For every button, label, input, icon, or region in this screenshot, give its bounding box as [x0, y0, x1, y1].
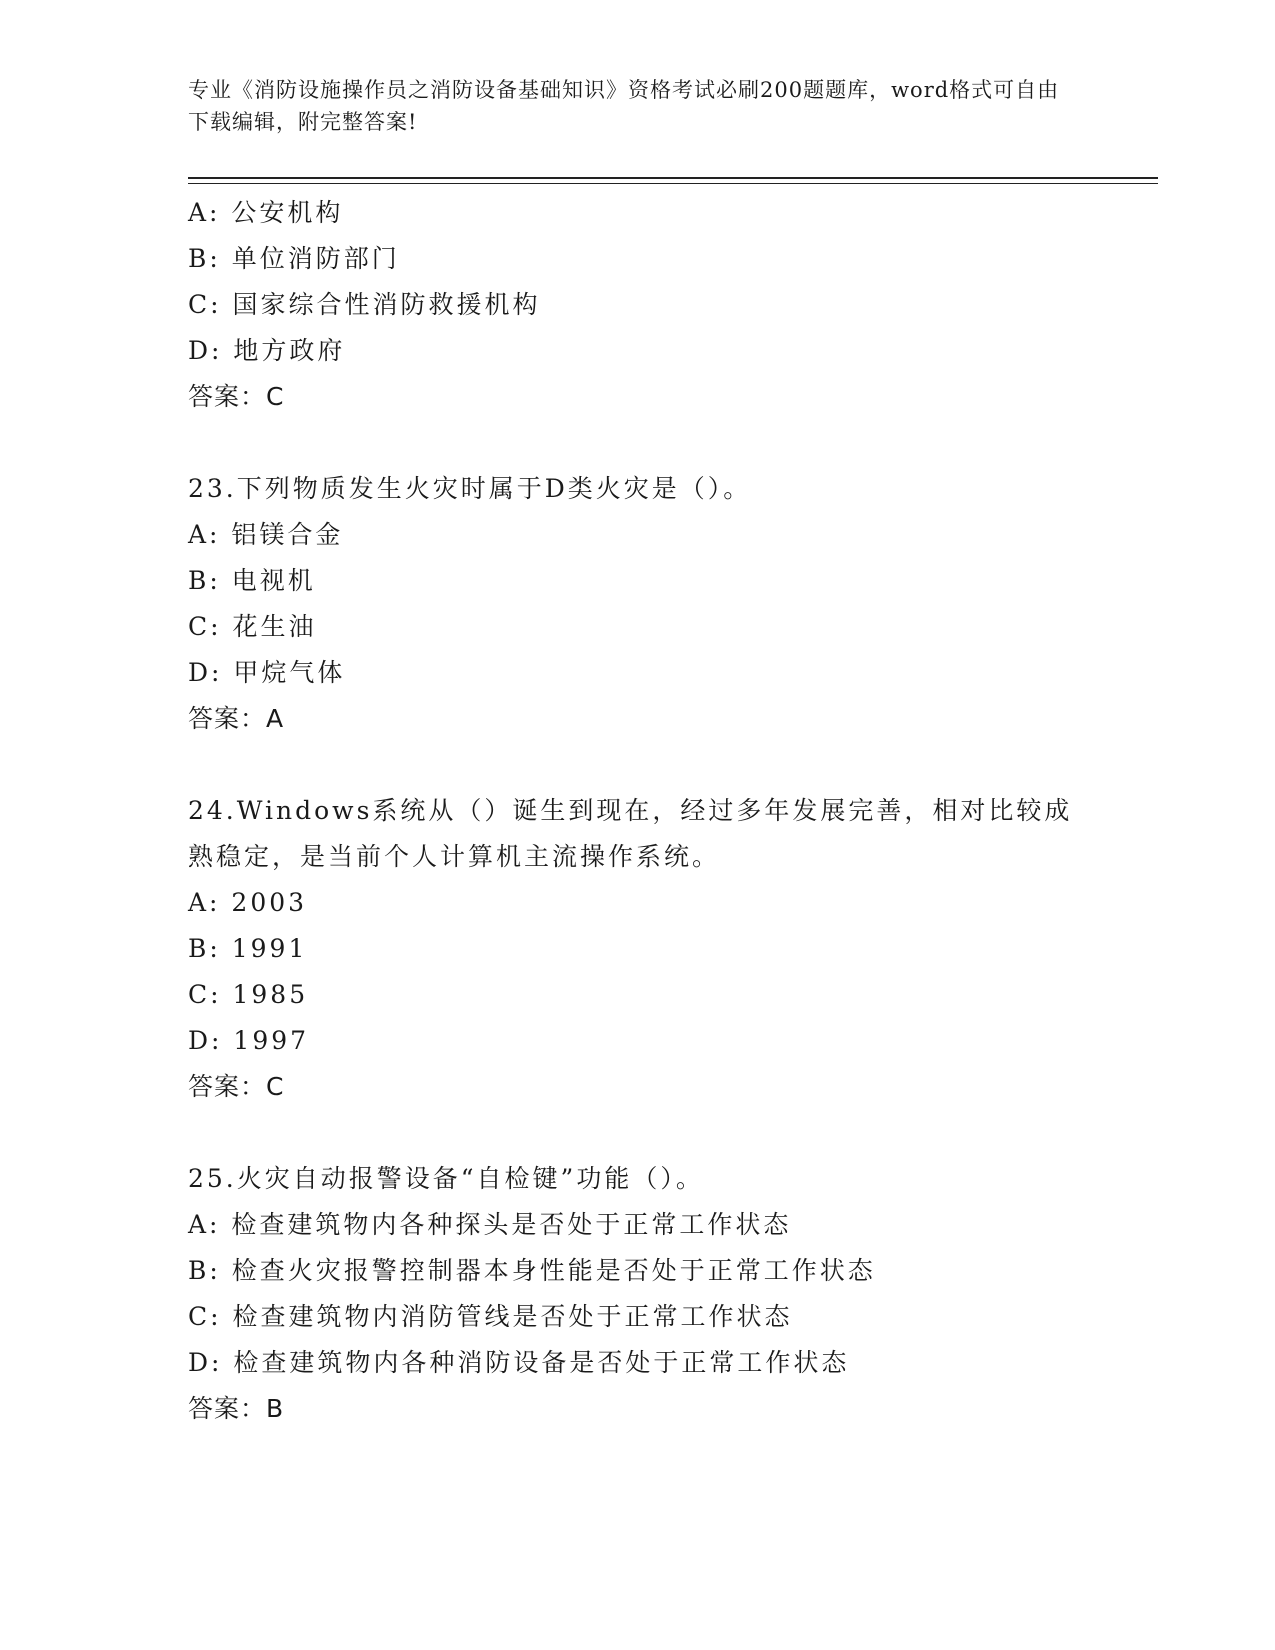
option-d: D: 甲烷气体 [188, 658, 346, 687]
question-list [188, 190, 1078, 1432]
question-stem: 23.下列物质发生火灾时属于D类火灾是（）。 [188, 474, 752, 503]
answer-line: 答案：B [188, 1394, 285, 1423]
option-b: B: 1991 [188, 934, 308, 963]
spacer [188, 420, 1078, 466]
option-d: D: 1997 [188, 1026, 310, 1055]
option-a: A: 铝镁合金 [188, 520, 344, 549]
option-c: C: 检查建筑物内消防管线是否处于正常工作状态 [188, 1302, 793, 1331]
question-block-25 [188, 1156, 1078, 1432]
question-block-22 [188, 190, 1078, 420]
option-b: B: 检查火灾报警控制器本身性能是否处于正常工作状态 [188, 1256, 876, 1285]
option-d: D: 地方政府 [188, 336, 346, 365]
header-divider-thick [188, 177, 1158, 179]
question-stem-line-1: 24.Windows系统从（）诞生到现在，经过多年发展完善，相对比较成 [188, 796, 1073, 825]
option-b: B: 电视机 [188, 566, 316, 595]
option-d: D: 检查建筑物内各种消防设备是否处于正常工作状态 [188, 1348, 850, 1377]
spacer [188, 1110, 1078, 1156]
option-a: A: 公安机构 [188, 198, 344, 227]
document-header: 专业《消防设施操作员之消防设备基础知识》资格考试必刷200题题库，word格式可自由下载编辑，附完整答案! [188, 78, 1060, 134]
question-block-24 [188, 788, 1078, 1110]
option-a: A: 检查建筑物内各种探头是否处于正常工作状态 [188, 1210, 792, 1239]
question-stem-line-2: 熟稳定，是当前个人计算机主流操作系统。 [188, 842, 721, 871]
option-c: C: 花生油 [188, 612, 317, 641]
header-divider-thin [188, 183, 1158, 184]
answer-line: 答案：C [188, 1072, 285, 1101]
question-block-23 [188, 466, 1078, 742]
option-b: B: 单位消防部门 [188, 244, 400, 273]
option-a: A: 2003 [188, 888, 308, 917]
answer-line: 答案：A [188, 704, 285, 733]
option-c: C: 国家综合性消防救援机构 [188, 290, 541, 319]
option-c: C: 1985 [188, 980, 309, 1009]
spacer [188, 742, 1078, 788]
answer-line: 答案：C [188, 382, 285, 411]
question-stem: 25.火灾自动报警设备“自检键”功能（）。 [188, 1164, 704, 1193]
